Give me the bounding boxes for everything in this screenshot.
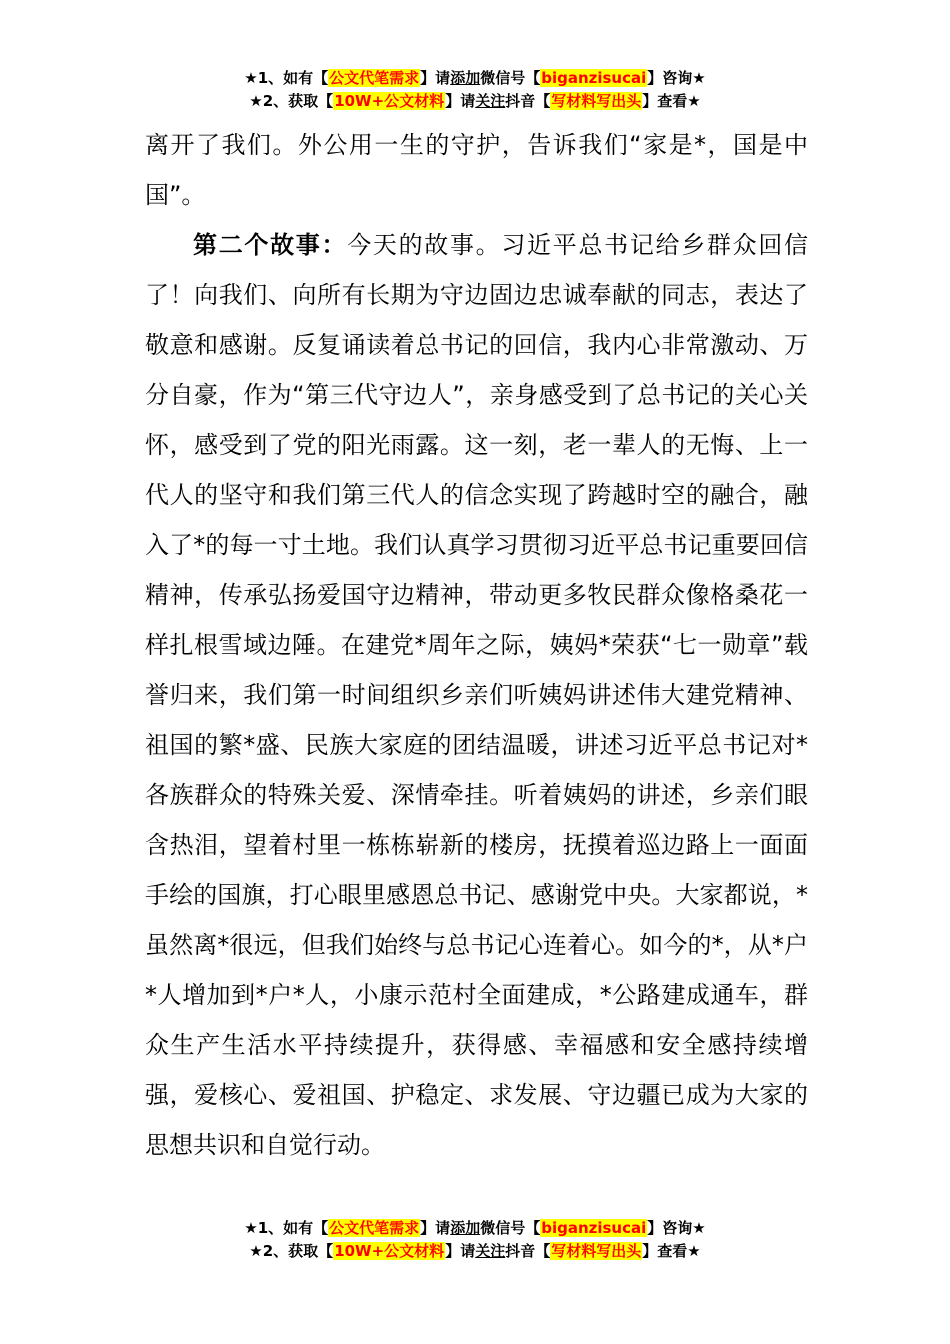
promo-highlight-wechat-id: biganzisucai: [541, 69, 647, 87]
promo-line-2: [0, 90, 950, 113]
promo-underlined-add: 添加: [450, 69, 481, 87]
promo-line-2-prefix: ★2、获取【: [249, 92, 334, 110]
footer-line-1-mid: 】请: [420, 1219, 451, 1237]
document-body: [145, 120, 808, 1170]
promo-line-1: [0, 67, 950, 90]
promo-line-2-mid2: 抖音【: [505, 92, 551, 110]
promo-line-1-mid2: 微信号【: [480, 69, 541, 87]
paragraph-continuation: 离开了我们。外公用一生的守护，告诉我们“家是*，国是中国”。: [145, 131, 808, 209]
second-story-text: 今天的故事。习近平总书记给乡群众回信了！向我们、向所有长期为守边固边忠诚奉献的同志，表达了敬意和感谢。反复诵读着总书记的回信，我内心非常激动、万分自豪，作为“第三代守边人”，亲身感受到了总书记的关心关怀，感受到了党的阳光雨露。这一刻，老一辈人的无悔、上一代人的坚守和我们第三代人的信念实现了跨越时空的融合，融入了*的每一寸土地。我们认真学习贯彻习近平总书记重要回信精神，传承弘扬爱国守边精神，带动更多牧民群众像格桑花一样扎根雪域边陲。在建党*周年之际，姨妈*荣获“七一勋章”载誉归来，我们第一时间组织乡亲们听姨妈讲述伟大建党精神、祖国的繁*盛、民族大家庭的团结温暖，讲述习近平总书记对*各族群众的特殊关爱、深情牵挂。听着姨妈的讲述，乡亲们眼含热泪，望着村里一栋栋崭新的楼房，抚摸着巡边路上一面面手绘的国旗，打心眼里感恩总书记、感谢党中央。大家都说，*虽然离*很远，但我们始终与总书记心连着心。如今的*，从*户*人增加到*户*人，小康示范村全面建成，*公路建成通车，群众生产生活水平持续提升，获得感、幸福感和安全感持续增强，爱核心、爱祖国、护稳定、求发展、守边疆已成为大家的思想共识和自觉行动。: [145, 231, 809, 1159]
footer-promo-line-1: [0, 1217, 950, 1240]
promo-underlined-follow: 关注: [475, 92, 506, 110]
footer-underlined-add: 添加: [450, 1219, 481, 1237]
footer-highlight-douyin: 写材料写出头: [551, 1242, 642, 1260]
footer-line-2-mid: 】请: [445, 1242, 476, 1260]
promo-highlight-service: 公文代笔需求: [329, 69, 420, 87]
promo-highlight-materials: 10W+公文材料: [334, 92, 445, 110]
footer-highlight-service: 公文代笔需求: [329, 1219, 420, 1237]
header-promo-banner: [0, 67, 950, 113]
footer-line-1-prefix: ★1、如有【: [244, 1219, 329, 1237]
promo-highlight-douyin: 写材料写出头: [551, 92, 642, 110]
promo-line-1-prefix: ★1、如有【: [244, 69, 329, 87]
footer-promo-line-2: [0, 1240, 950, 1263]
footer-line-2-mid2: 抖音【: [505, 1242, 551, 1260]
footer-line-2-prefix: ★2、获取【: [249, 1242, 334, 1260]
footer-line-1-suffix: 】咨询★: [647, 1219, 706, 1237]
footer-line-1-mid2: 微信号【: [480, 1219, 541, 1237]
promo-line-1-suffix: 】咨询★: [647, 69, 706, 87]
footer-promo-banner: [0, 1217, 950, 1263]
promo-line-2-mid: 】请: [445, 92, 476, 110]
paragraph-second-story: [145, 220, 808, 1170]
footer-underlined-follow: 关注: [475, 1242, 506, 1260]
footer-highlight-wechat-id: biganzisucai: [541, 1219, 647, 1237]
footer-line-2-suffix: 】查看★: [642, 1242, 701, 1260]
second-story-heading: 第二个故事：: [193, 231, 348, 259]
footer-highlight-materials: 10W+公文材料: [334, 1242, 445, 1260]
promo-line-2-suffix: 】查看★: [642, 92, 701, 110]
promo-line-1-mid: 】请: [420, 69, 451, 87]
